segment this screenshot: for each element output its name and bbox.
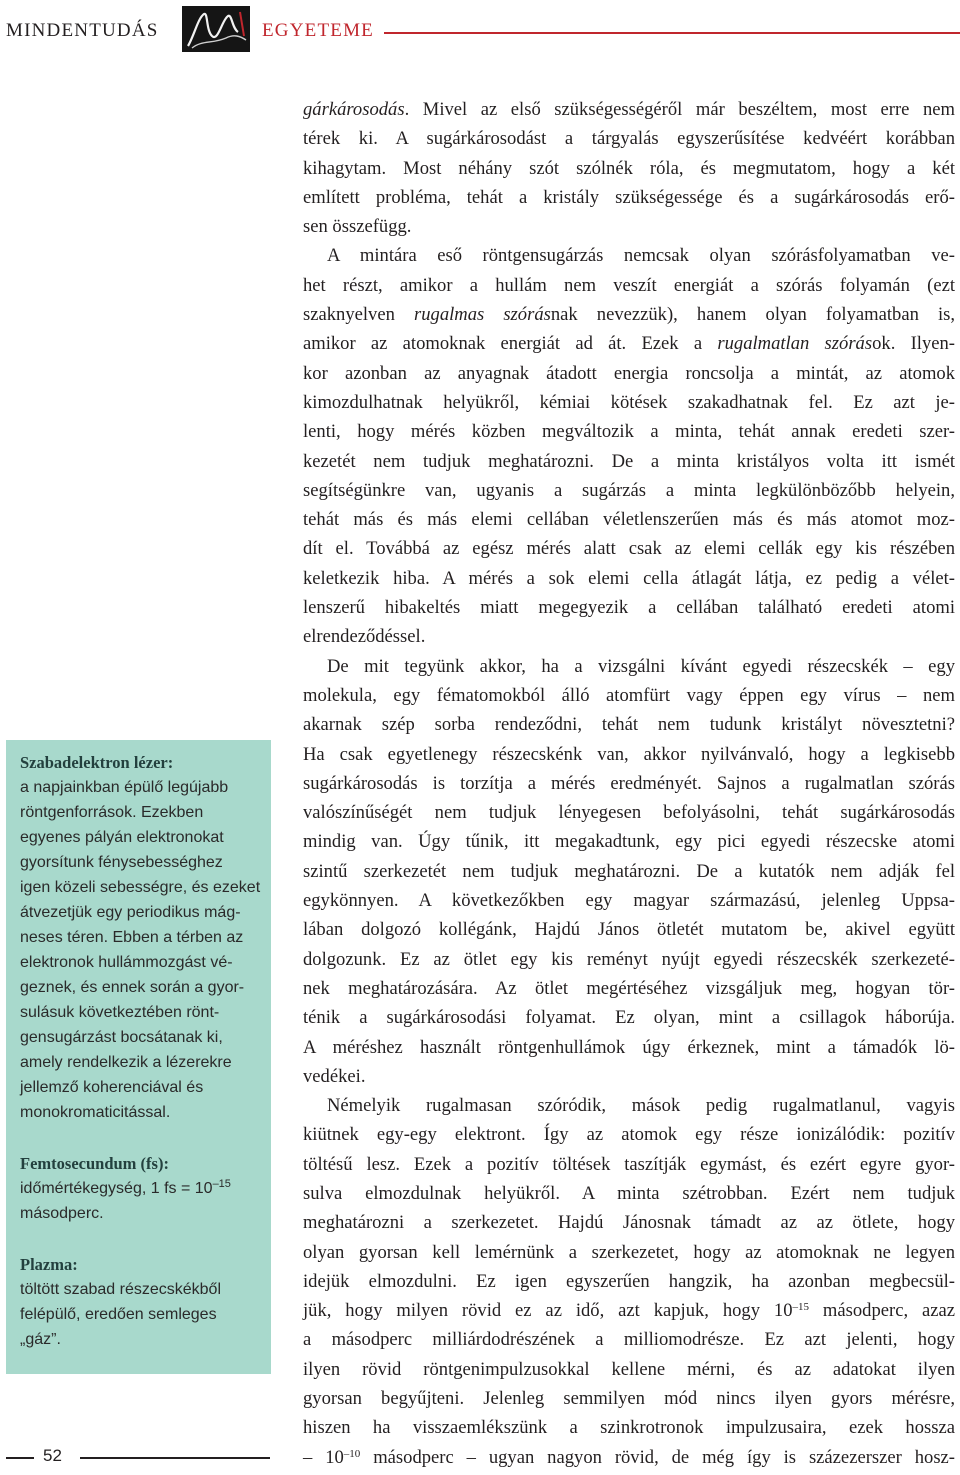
- glossary-line: monokromaticitással.: [20, 1104, 171, 1121]
- text-line: kezetét nem tudjuk meghatározni. De a minta kristályos volta itt ismét: [303, 450, 955, 472]
- glossary-box: [6, 740, 271, 1374]
- text-line: valószínűségét nem tudjuk lényegesen befolyásolni, tehát sugárkárosodás: [303, 802, 955, 824]
- logo-emblem: [182, 6, 250, 52]
- header-title-left: MINDENTUDÁS: [6, 20, 159, 41]
- glossary-line: gensugárzást bocsátanak ki,: [20, 1029, 223, 1046]
- glossary-line: röntgenforrások. Ezekben: [20, 804, 204, 821]
- text-line: lenszerű hibakeltés miatt megegyezik a cellában található eredeti atomi: [303, 597, 955, 619]
- glossary-line: geznek, és ennek során a gyor-: [20, 979, 245, 996]
- glossary-term: Szabadelektron lézer:: [20, 753, 174, 772]
- exponent: –10: [343, 1447, 361, 1460]
- text-line: kor azonban az anyagnak átadott energia roncsolja a mintát, az atomok: [303, 362, 955, 384]
- text-line: kiütnek egy-egy elektront. Így az atomok egy része ionizálódik: pozitív: [303, 1124, 955, 1146]
- article-body: [303, 95, 955, 1472]
- text-line: molekula, egy fématomokból álló atomfürt vagy éppen egy vírus – nem: [303, 684, 955, 706]
- text-line: hiszen ha visszaemlékszünk a szinkrotronok impulzusaira, ezek hossza: [303, 1417, 955, 1439]
- text-line: De mit tegyünk akkor, ha a vizsgálni kívánt egyedi részecskék – egy: [327, 655, 955, 677]
- glossary-line: amely rendelkezik a lézerekre: [20, 1054, 232, 1071]
- glossary-line-text: időmértékegység, 1 fs = 10: [20, 1180, 213, 1197]
- glossary-line: igen közeli sebességre, és ezeket: [20, 879, 261, 896]
- text-line: keletkezik hiba. A mérés a sok elemi cella átlagát látja, ez pedig a vélet-: [303, 567, 955, 589]
- glossary-line: másodperc.: [20, 1205, 104, 1222]
- text-line: [303, 329, 955, 358]
- text-line: egykönnyen. A következőkben egy magyar származású, jelenleg Uppsa-: [303, 890, 955, 912]
- text-line: térek ki. A sugárkárosodást a tárgyalás egyszerűsítése kedvéért korábban: [303, 128, 955, 150]
- text-line: olyan gyorsan kell lemérnünk a szerkezetet, hogy az atomoknak ne legyen: [303, 1241, 955, 1263]
- text-line: akarnak szép sorba rendeződni, tehát nem tudunk kristályt növesztetni?: [303, 714, 955, 736]
- text-line: töltésű lesz. Ezek a pozitív töltések taszítják egymást, és ezért egyre gyor-: [303, 1153, 955, 1175]
- glossary-line: egyenes pályán elektronokat: [20, 829, 224, 846]
- text-run: – 10: [303, 1446, 344, 1468]
- glossary-line: átvezetjük egy periodikus mág-: [20, 904, 241, 921]
- glossary-line: sulásuk következtében rönt-: [20, 1004, 220, 1021]
- text-line: ténik a sugárkárosodási folyamat. Ez olyan, mint a csillagok háborúja.: [303, 1007, 955, 1029]
- logo-signature-icon: [182, 6, 250, 52]
- glossary-line: gyorsítunk fénysebességhez: [20, 854, 223, 871]
- header-title-right: EGYETEME: [262, 20, 374, 41]
- text-line: ilyen rövid röntgenimpulzusokkal kellene mérni, és az adatokat ilyen: [303, 1358, 955, 1380]
- text-line: sulva elmozdulnak helyükről. A minta szétrobban. Ezért nem tudjuk: [303, 1182, 955, 1204]
- footer-rule-right: [80, 1457, 270, 1459]
- exponent: –15: [212, 1178, 231, 1190]
- text-line: lenti, hogy mérés közben megváltozik a minta, tehát annak eredeti szer-: [303, 421, 955, 443]
- glossary-entry-femtosecond: [20, 1151, 263, 1226]
- text-line: A mintára eső röntgensugárzás nemcsak olyan szórásfolyamatban ve-: [327, 245, 955, 267]
- text-line: említett probléma, tehát a kristály szükségessége és a sugárkárosodás erő-: [303, 186, 955, 208]
- text-line: nek meghatározására. Az ötlet megértéséhez vizsgáljuk meg, hogyan tör-: [303, 977, 955, 999]
- text-line: sugárkárosodás is torzítja a mérés eredményét. Sajnos a rugalmatlan szórás: [303, 772, 955, 794]
- glossary-line: [20, 1176, 263, 1201]
- text-line: tehát más és más elemi cellában véletlenszerűen más és más atomot moz-: [303, 509, 955, 531]
- text-run: nak nevezzük), hanem olyan folyamatban is,: [550, 304, 955, 326]
- text-line: idejük elmozdulni. Ez igen egyszerűen hangzik, ha azonban megbecsül-: [303, 1270, 955, 1292]
- text-line: szintű szerkezetét nem tudjuk meghatározni. De a kutatók nem adják fel: [303, 860, 955, 882]
- text-line: dít el. Továbbá az egész mérés alatt csak az elemi cellák egy kis részében: [303, 538, 955, 560]
- italic-term: gárkárosodás: [303, 99, 405, 120]
- text-line: [303, 1296, 955, 1325]
- text-line: lában dolgozó kollégánk, Hajdú János ötletét mutatom be, akivel együtt: [303, 919, 955, 941]
- text-line: kimozdulhatnak helyükről, kémiai kötések szakadhatnak fel. Ez azt je-: [303, 391, 955, 413]
- text-line: het részt, amikor a hullám nem veszít energiát a szórás folyamán (ezt: [303, 274, 955, 296]
- text-line: [303, 300, 955, 329]
- text-line: Némelyik rugalmasan szóródik, mások pedig rugalmatlanul, vagyis: [327, 1095, 955, 1117]
- glossary-entry-plasma: [20, 1252, 263, 1352]
- glossary-line: jellemző koherenciával és: [20, 1079, 204, 1096]
- glossary-term: Plazma:: [20, 1255, 78, 1274]
- text-line: Ha csak egyetlenegy részecskénk van, akkor nyilvánvaló, hogy a legkisebb: [303, 743, 955, 765]
- text-line: vedékei.: [303, 1065, 366, 1087]
- glossary-line: a napjainkban épülő legújabb: [20, 779, 229, 796]
- text-line: a másodperc milliárdodrészének a milliomodrésze. Ez azt jelenti, hogy: [303, 1329, 955, 1351]
- glossary-line: „gáz”.: [20, 1331, 61, 1348]
- text-line: mindig van. Úgy tűnik, itt megakadtunk, egy pici egyedi részecske atomi: [303, 831, 955, 853]
- text-line: kihagytam. Most néhány szót szólnék róla, és megmutatom, hogy a két: [303, 157, 955, 179]
- text-run: ok. Ilyen-: [872, 333, 955, 355]
- exponent: –15: [792, 1301, 810, 1314]
- text-run: másodperc, azaz: [809, 1300, 955, 1322]
- line-rest: . Mivel az első szükségességéről már beszéltem, most erre nem: [404, 99, 955, 120]
- text-line: elrendeződéssel.: [303, 626, 426, 648]
- text-line: [303, 1443, 955, 1472]
- text-line: [303, 95, 955, 124]
- text-line: meghatározni a szerkezetet. Hajdú Jánosnak támadt az az ötlete, hogy: [303, 1212, 955, 1234]
- text-line: A méréshez használt röntgenhullámok úgy érkeznek, mint a támadók lö-: [303, 1036, 955, 1058]
- text-run: szaknyelven: [303, 304, 414, 326]
- text-line: segítségünkre van, ugyanis a sugárzás a minta legkülönbözőbb helyein,: [303, 479, 955, 501]
- glossary-entry-fel: [20, 750, 263, 1125]
- text-line: gyorsan begyűjteni. Jelenleg semmilyen mód nincs ilyen gyors mérésre,: [303, 1388, 955, 1410]
- text-run: amikor az atomoknak energiát ad át. Ezek a: [303, 333, 718, 355]
- italic-term: rugalmatlan szórás: [717, 333, 873, 355]
- text-run: másodperc – ugyan nagyon rövid, de még így is százezerszer hosz-: [360, 1446, 955, 1468]
- glossary-line: neses téren. Ebben a térben az: [20, 929, 244, 946]
- italic-term: rugalmas szórás: [413, 304, 551, 326]
- glossary-line: felépülő, eredően semleges: [20, 1306, 217, 1323]
- text-line: dolgozunk. Ez az ötlet egy kis reményt nyújt egyedi részecskék szerkezeté-: [303, 948, 955, 970]
- footer-rule-left: [6, 1457, 34, 1459]
- header-rule: [384, 32, 960, 34]
- glossary-term: Femtosecundum (fs):: [20, 1154, 169, 1173]
- glossary-line: elektronok hullámmozgást vé-: [20, 954, 233, 971]
- text-line: sen összefügg.: [303, 216, 412, 238]
- glossary-line: töltött szabad részecskékből: [20, 1281, 221, 1298]
- text-run: jük, hogy milyen rövid ez az idő, azt kapjuk, hogy 10: [303, 1300, 793, 1322]
- page-number: 52: [43, 1446, 62, 1465]
